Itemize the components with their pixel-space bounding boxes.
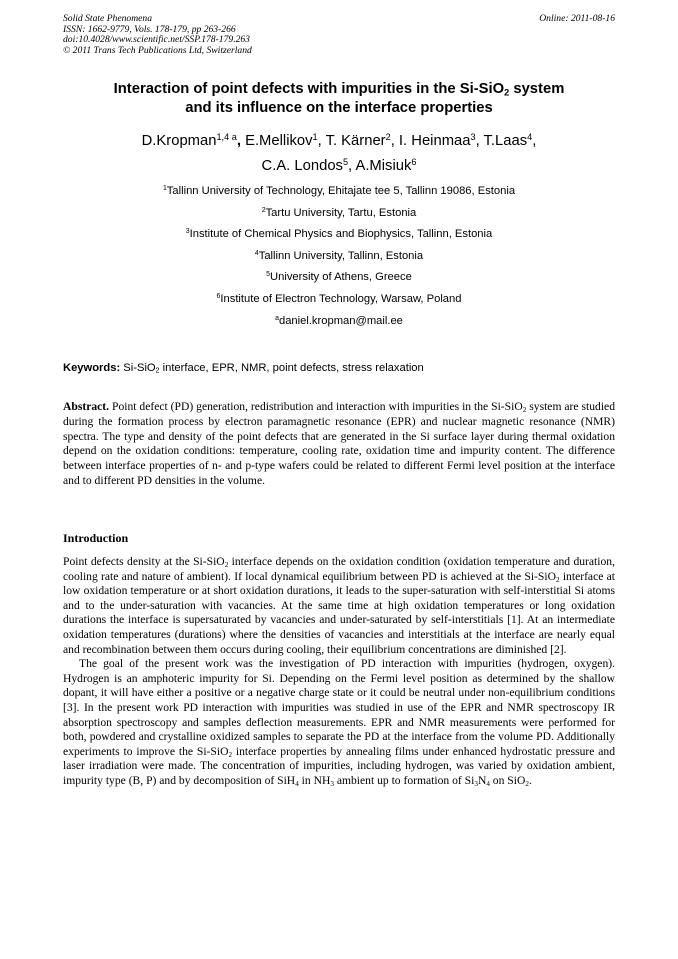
author-name: , T. Kärner [317,133,386,149]
introduction-body [63,555,615,789]
affiliation-item: $^5$University of Athens, Greece [266,271,412,284]
author-list [63,129,615,179]
abstract-label: Abstract. [63,400,110,413]
journal-name: Solid State Phenomena [63,13,152,24]
journal-header [63,14,383,56]
keywords-label: Keywords: [63,362,121,374]
affiliation-list [63,181,615,332]
doi-line[interactable]: doi:10.4028/www.scientific.net/SSP.178-179.263 [63,34,250,46]
author-name: E.Mellikov [240,133,313,149]
affiliation-item: $^1$Tallinn University of Technology, Ehitajate tee 5, Tallinn 19086, Estonia [162,185,516,197]
body-paragraph: The goal of the present work was the investigation of PD interaction with impurities (hydrogen, oxygen). Hydrogen is an amphoteric impurity for Si. Depending on the Fermi level position as determined by the shallow dopant, it will have either a positive or a negative charge state or it could be neutral under non-equilibrium conditions [3]. In the present work PD interaction with impurities was studied in use of the EPR and NMR spectroscopy IR absorption spectroscopy and samples deflection measurements. EPR and NMR measurements were performed for both, powdered and crystalline oxidized samples to separate the PD at the interface from the volume PD. Additionally experiments to improve the Si-SiO$_2$ interface properties by annealing films under enhanced hydrostatic pressure and laser irradiation were made. The concentration of impurities, including hydrogen, was varied by oxidation ambient, impurity type (B, P) and by decomposition of SiH$_4$ in $NH_3$ ambient up to formation of $Si_3N_4$ on SiO$_2$. [63,657,615,788]
abstract-paragraph: Abstract. Point defect (PD) generation, redistribution and interaction with impurities in the Si-SiO$_2$ system are studied during the formation process by electron paramagnetic resonance (EPR) and nuclear magnetic resonance (NMR) spectra. The type and density of the point defects that are generated in the Si surface layer during thermal oxidation depend on the oxidation conditions: temperature, cooling rate, oxidation time and impurity content. The difference between interface properties of n- and p-type wafers could be related to different Fermi level position at the interface and to different PD densities in the volume. [63,400,615,487]
issn-line: ISSN: 1662-9779, Vols. 178-179, pp 263-266 [63,23,236,35]
title-line-1: Interaction of point defects with impurities in the Si-SiO$_2$ system [113,81,565,98]
contact-email[interactable]: $^a$daniel.kropman@mail.ee [275,314,403,327]
author-line-2: C.A. Londos$^5$, A.Misiuk$^6$ [261,156,417,174]
affiliation-item: $^2$Tartu University, Tartu, Estonia [261,206,417,219]
author-line-1: D.Kropman$^{1,4 a}$, E.Mellikov$^1$, T. Kärner$^2$, I. Heinmaa$^3$, T.Laas$^4$, [141,131,537,149]
author-name: , A.Misiuk [348,158,412,174]
title-line-2: and its influence on the interface properties [185,100,493,116]
author-name: D.Kropman [141,133,217,149]
author-name: , T.Laas [475,133,528,149]
affiliation-item: $^3$Institute of Chemical Physics and Biophysics, Tallinn, Estonia [185,228,493,241]
affiliation-item: $^4$Tallinn University, Tallinn, Estonia [254,249,424,262]
introduction-heading: Introduction [63,531,129,545]
affiliation-item: $^6$Institute of Electron Technology, Warsaw, Poland [216,292,462,305]
copyright-line: © 2011 Trans Tech Publications Ltd, Switzerland [63,44,252,56]
author-name: , I. Heinmaa [390,133,471,149]
author-name: C.A. Londos [261,158,343,174]
keywords-line: Keywords: Si-SiO$_2$ interface, EPR, NMR, point defects, stress relaxation [63,362,424,375]
online-date: Online: 2011-08-16 [539,13,615,24]
paper-title [63,80,615,118]
body-paragraph: Point defects density at the Si-SiO$_2$ interface depends on the oxidation condition (oxidation temperature and duration, cooling rate and nature of ambient). If local dynamical equilibrium between PD is achieved at the Si-SiO$_2$ interface at low oxidation temperature or at short oxidation durations, it leads to the super-saturation with self-interstitial Si atoms and to the under-saturation with vacancies. At the same time at high oxidation temperatures or long oxidation durations the interface is supersaturated by vacancies and under-saturated by self-interstitials [1]. At an intermediate oxidation temperatures (durations) where the densities of vacancies and interstitials at the interface are nearly equal and recombination between them occurs during cooling, their equilibrium concentrations are diminished [2]. [63,555,616,656]
